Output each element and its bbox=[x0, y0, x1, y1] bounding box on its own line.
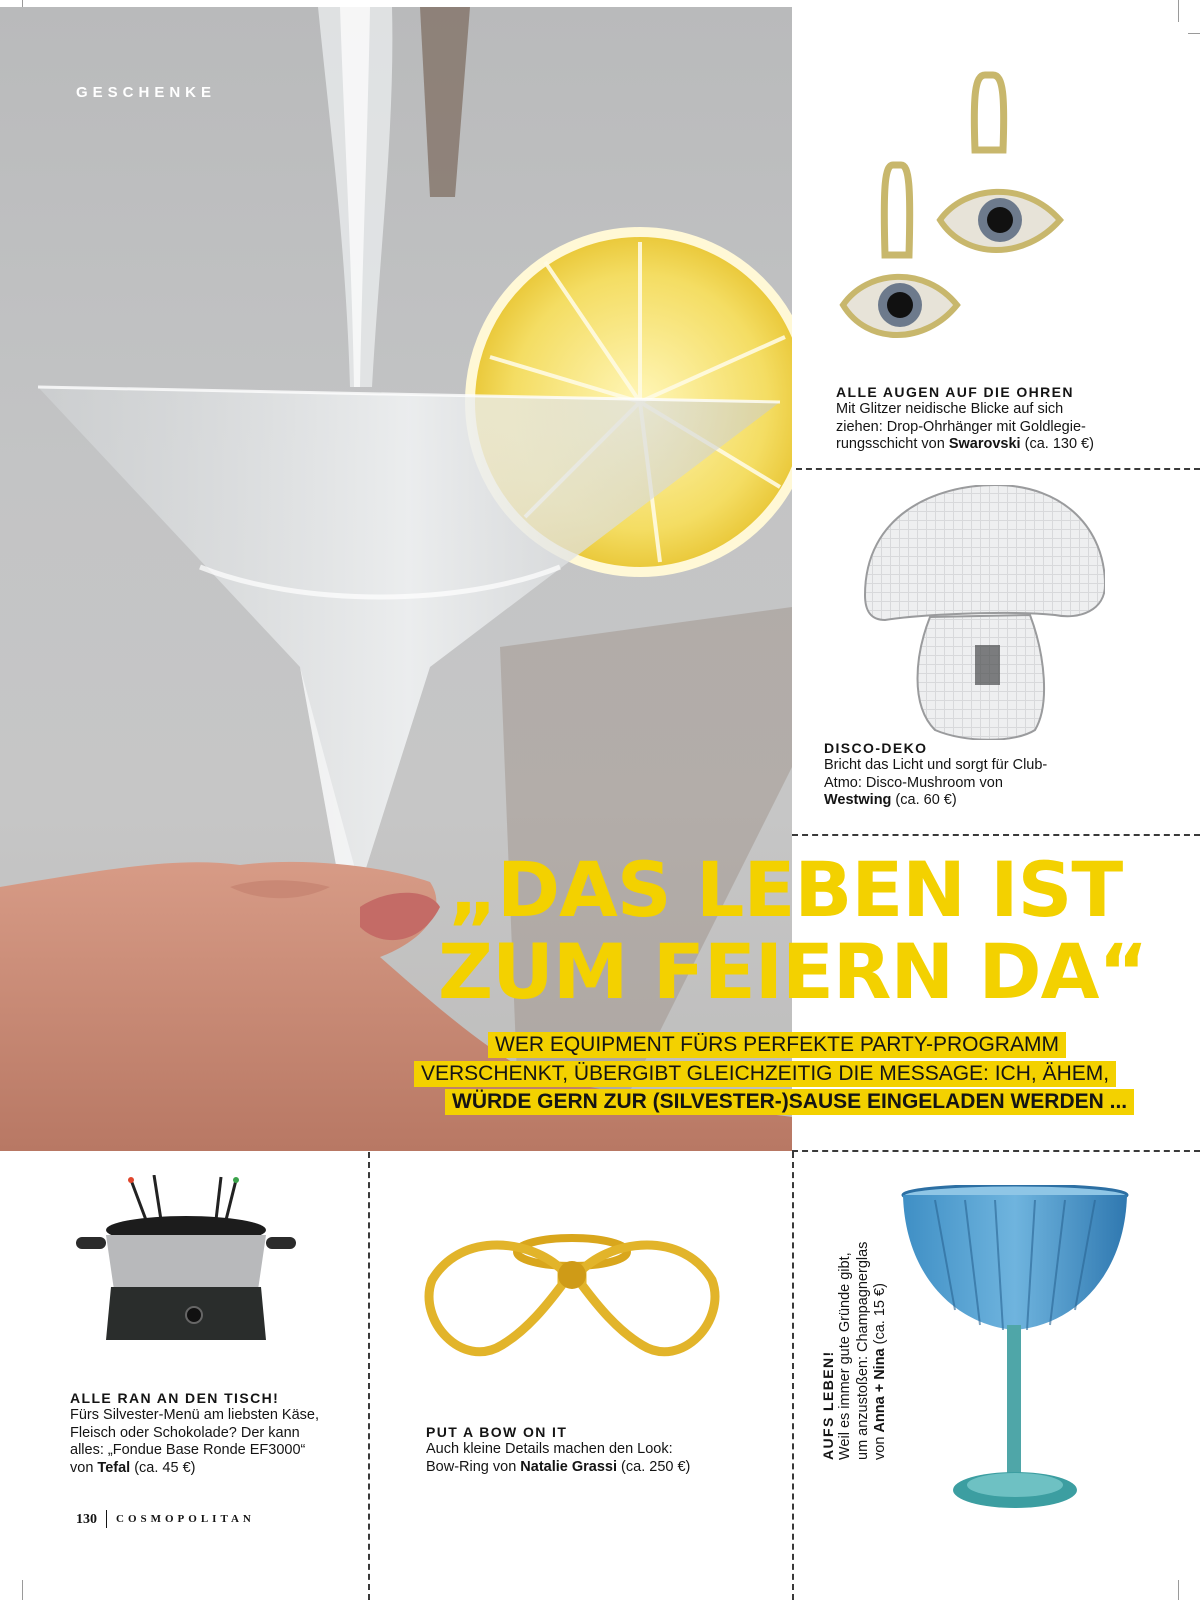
divider bbox=[796, 468, 1200, 470]
crop-mark bbox=[1188, 33, 1200, 34]
divider bbox=[368, 1152, 370, 1600]
earrings-title: ALLE AUGEN AUF DIE OHREN bbox=[836, 384, 1074, 400]
ring-text-line: Auch kleine Details machen den Look: bbox=[426, 1441, 673, 1457]
earrings-text-line: rungsschicht von Swarovski (ca. 130 €) bbox=[836, 436, 1094, 452]
ring-title: PUT A BOW ON IT bbox=[426, 1424, 568, 1440]
disco-caption bbox=[824, 740, 1164, 810]
divider bbox=[792, 1152, 794, 1600]
subline-line: WER EQUIPMENT FÜRS PERFEKTE PARTY-PROGRAMM bbox=[488, 1032, 1066, 1058]
glass-title: AUFS LEBEN! bbox=[820, 1350, 836, 1460]
earrings-brand: Swarovski bbox=[948, 436, 1021, 452]
disco-title: DISCO-DEKO bbox=[824, 740, 928, 756]
fondue-text-line: Fürs Silvester-Menü am liebsten Käse, bbox=[70, 1407, 320, 1423]
headline-line: ZUM FEIERN DA“ bbox=[438, 927, 1148, 1016]
disco-mushroom-image bbox=[855, 485, 1105, 740]
subline-line: VERSCHENKT, ÜBERGIBT GLEICHZEITIG DIE MESSAGE: ICH, ÄHEM, bbox=[414, 1061, 1116, 1087]
section-label: GESCHENKE bbox=[76, 84, 217, 101]
disco-text-line: Westwing (ca. 60 €) bbox=[824, 792, 957, 808]
glass-caption bbox=[820, 1160, 890, 1460]
fondue-text-line: von Tefal (ca. 45 €) bbox=[70, 1459, 196, 1476]
fondue-caption bbox=[70, 1390, 360, 1477]
disco-text-line: Bricht das Licht und sorgt für Club- bbox=[824, 757, 1048, 773]
footer-separator bbox=[106, 1510, 107, 1528]
subline-line: WÜRDE GERN ZUR (SILVESTER-)SAUSE EINGELADEN WERDEN ... bbox=[445, 1089, 1134, 1115]
headline-line: „DAS LEBEN IST bbox=[448, 845, 1123, 934]
fondue-set-image bbox=[76, 1175, 296, 1370]
crop-mark bbox=[22, 1580, 23, 1600]
crop-mark bbox=[1178, 0, 1179, 22]
divider bbox=[792, 1150, 1200, 1152]
divider bbox=[792, 834, 1200, 836]
page-number: 130 bbox=[76, 1512, 97, 1527]
ring-text-line: Bow-Ring von Natalie Grassi (ca. 250 €) bbox=[426, 1458, 691, 1475]
glass-brand: Anna + Nina bbox=[872, 1348, 888, 1433]
fondue-title: ALLE RAN AN DEN TISCH! bbox=[70, 1390, 280, 1406]
ring-brand: Natalie Grassi bbox=[520, 1458, 618, 1475]
disco-text-line: Atmo: Disco-Mushroom von bbox=[824, 774, 1003, 791]
magazine-name: COSMOPOLITAN bbox=[116, 1513, 255, 1525]
bow-ring-image bbox=[422, 1230, 732, 1380]
disco-brand: Westwing bbox=[824, 792, 892, 808]
fondue-text-line: alles: „Fondue Base Ronde EF3000“ bbox=[70, 1442, 306, 1458]
earrings-image bbox=[835, 65, 1095, 355]
glass-text-line: Weil es immer gute Gründe gibt, bbox=[837, 1252, 853, 1460]
earrings-text-line: Mit Glitzer neidische Blicke auf sich bbox=[836, 401, 1064, 417]
ring-caption bbox=[426, 1424, 766, 1476]
earrings-caption bbox=[836, 384, 1176, 454]
earrings-text-line: ziehen: Drop-Ohrhänger mit Goldlegie- bbox=[836, 418, 1086, 435]
crop-mark bbox=[1178, 1580, 1179, 1600]
glass-text-line: um anzustoßen: Champagnerglas bbox=[854, 1241, 871, 1460]
fondue-brand: Tefal bbox=[97, 1459, 131, 1476]
champagne-glass-image bbox=[895, 1185, 1135, 1525]
glass-text-line: von Anna + Nina (ca. 15 €) bbox=[872, 1283, 888, 1460]
fondue-text-line: Fleisch oder Schokolade? Der kann bbox=[70, 1424, 300, 1441]
